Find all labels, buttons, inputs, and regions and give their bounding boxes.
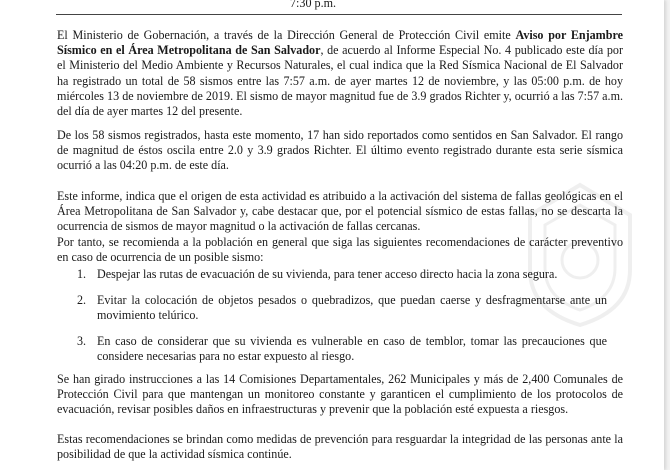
intro-text-end: , de acuerdo al Informe Especial No. 4 publicado este día por el Ministerio del Medio Ambiente y Recursos Naturales, el cual indica que la Red Sísmica Nacional de El Salvador ha registrado un total de 58 sismos entre las 7:57 a.m. de ayer martes 12 de noviembre, y las 05:00 p.m. de hoy miércoles 13 de noviembre de 2019. El sismo de mayor magnitud fue de 3.9 grados Richter y, ocurrió a las 7:57 a.m. del día de ayer martes 12 del presente.	[57, 43, 623, 119]
paragraph-origen: Este informe, indica que el origen de esta actividad es atribuido a la activación del sistema de fallas geológicas en el Área Metropolitana de San Salvador y, cabe destacar que, por el potencial sísmico de estas fallas, no se descarta la ocurrencia de sismos de mayor magnitud o la activación de fallas cercanas.	[57, 189, 623, 234]
paragraph-recomendaciones-intro: Por tanto, se recomienda a la población en general que siga las siguientes recomendaciones de carácter preventivo en caso de ocurrencia de un posible sismo:	[57, 235, 623, 265]
header-time: 7:30 p.m.	[290, 0, 337, 10]
list-item-text: Despejar las rutas de evacuación de su vivienda, para tener acceso directo hacia la zona segura.	[97, 267, 558, 281]
list-item-number: 2.	[77, 293, 87, 307]
list-item-text: En caso de considerar que su vivienda es vulnerable en caso de temblor, tomar las precauciones que considere necesarias para no estar expuesto al riesgo.	[97, 334, 607, 364]
paragraph-instrucciones: Se han girado instrucciones a las 14 Comisiones Departamentales, 262 Municipales y más de 2,400 Comunales de Protección Civil para que mantengan un monitoreo constante y garanticen el cumplimiento de los protocolos de evacuación, revisar posibles daños en infraestructuras y prevenir que la población esté expuesta a riesgos.	[57, 372, 623, 417]
paragraph-sismos-sentidos: De los 58 sismos registrados, hasta este momento, 17 han sido reportados como sentidos en San Salvador. El rango de magnitud de éstos oscila entre 2.0 y 3.9 grados Richter. El último evento registrado durante esta serie sísmica ocurrió a las 04:20 p.m. de este día.	[57, 128, 623, 173]
header-divider	[56, 14, 622, 15]
list-item-number: 1.	[77, 267, 87, 281]
list-item-number: 3.	[77, 334, 87, 348]
paragraph-intro	[57, 28, 623, 119]
list-item-text: Evitar la colocación de objetos pesados o quebradizos, que puedan caerse y desfragmentarse ante un movimiento telúrico.	[97, 293, 607, 323]
intro-bold-title: Aviso por Enjambre Sísmico en el Área Metropolitana de San Salvador	[57, 28, 624, 58]
intro-text-start: El Ministerio de Gobernación, a través de la Dirección General de Protección Civil emite	[57, 28, 516, 42]
paragraph-cierre: Estas recomendaciones se brindan como medidas de prevención para resguardar la integridad de las personas ante la posibilidad de que la actividad sísmica continúe.	[57, 432, 623, 462]
